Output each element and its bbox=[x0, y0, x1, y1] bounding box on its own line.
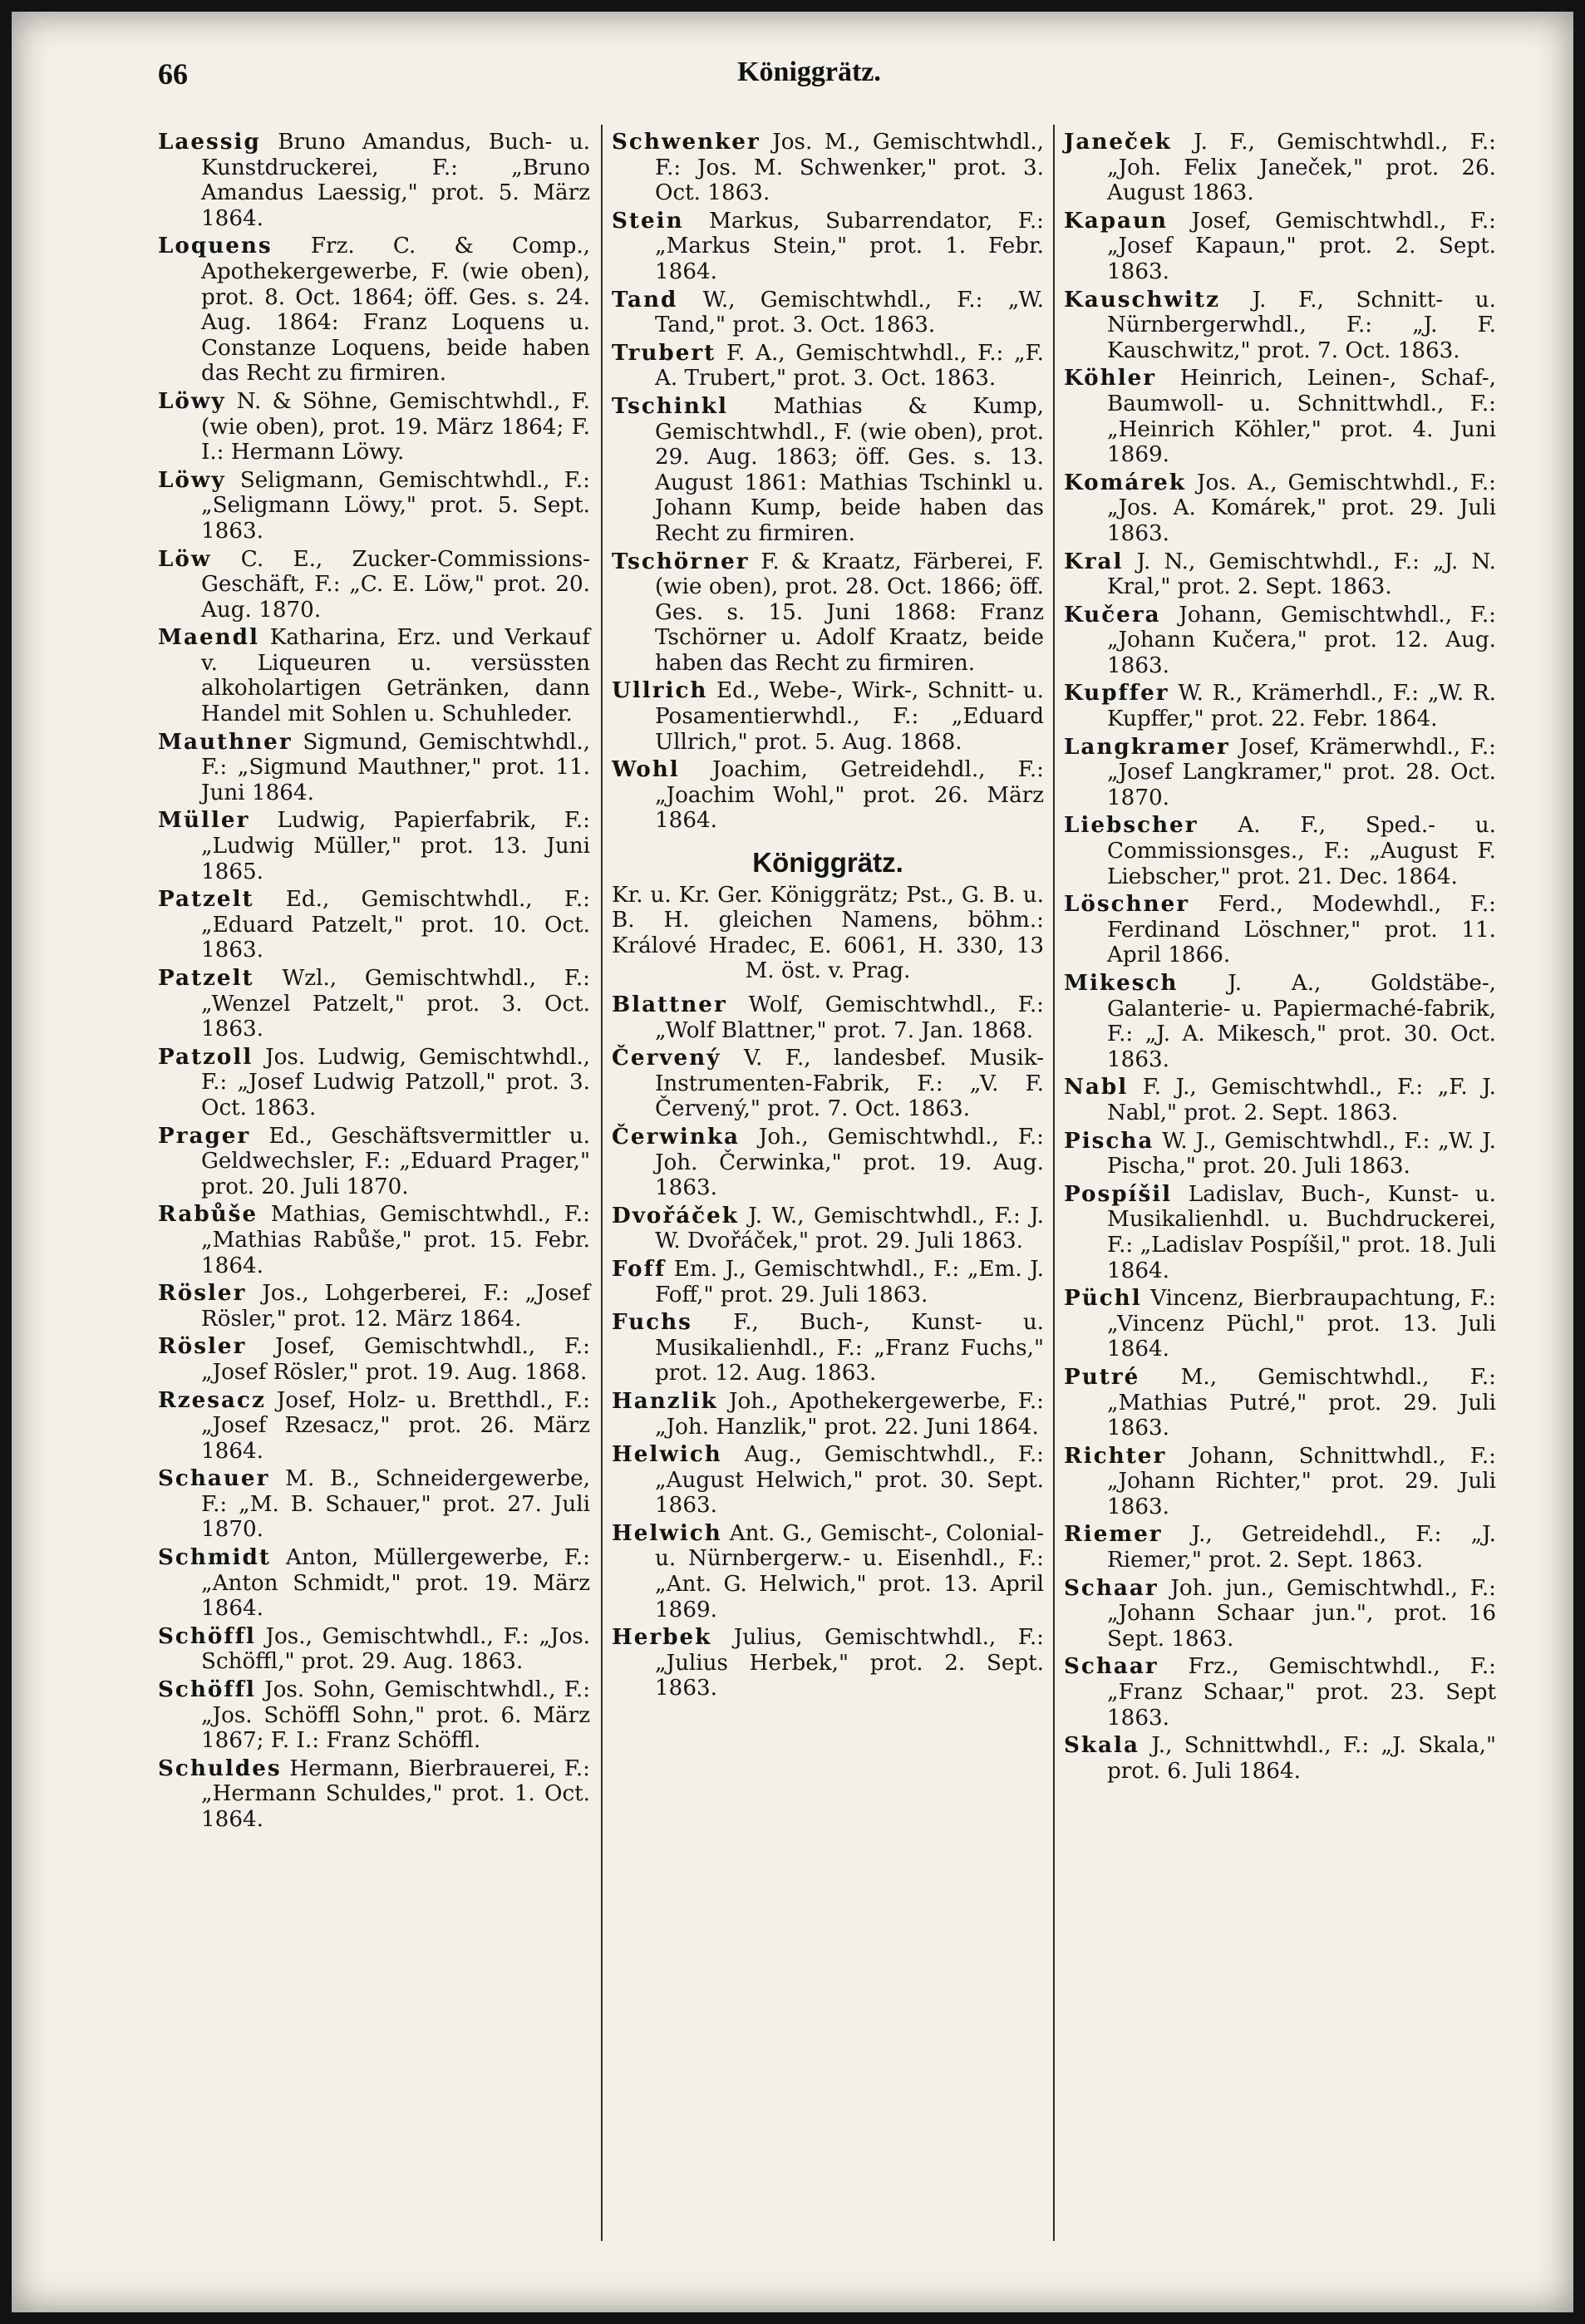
entry-text: V. F., landesbef. Musik-Instrumenten-Fabrik, F.: „V. F. Červený," prot. 7. Oct. 1863. bbox=[655, 1046, 1044, 1122]
entry-text: Markus, Subarrendator, F.: „Markus Stein," prot. 1. Febr. 1864. bbox=[655, 208, 1044, 284]
directory-entry bbox=[612, 130, 1044, 206]
entry-name: Tschörner bbox=[612, 548, 750, 574]
entry-name: Patzelt bbox=[158, 965, 254, 991]
entry-text: Ant. G., Gemischt-, Colonial- u. Nürnbergerw.- u. Eisenhdl., F.: „Ant. G. Helwich," prot. 13. April 1869. bbox=[655, 1520, 1044, 1622]
entry-text: Joh. jun., Gemischtwhdl., F.: „Johann Schaar jun.", prot. 16 Sept. 1863. bbox=[1107, 1575, 1496, 1652]
entry-text: Ed., Webe-, Wirk-, Schnitt- u. Posamentierwhdl., F.: „Eduard Ullrich," prot. 5. Aug. 1868. bbox=[655, 678, 1044, 755]
entry-text: F. J., Gemischtwhdl., F.: „F. J. Nabl," prot. 2. Sept. 1863. bbox=[1107, 1075, 1497, 1125]
entry-name: Löwy bbox=[158, 387, 226, 414]
entry-text: W., Gemischtwhdl., F.: „W. Tand," prot. 3. Oct. 1863. bbox=[655, 287, 1044, 338]
entry-name: Skala bbox=[1064, 1732, 1140, 1759]
entry-text: N. & Söhne, Gemischtwhdl., F. (wie oben), prot. 19. März 1864; F. I.: Hermann Löwy. bbox=[201, 388, 590, 465]
entry-name: Ullrich bbox=[612, 677, 708, 704]
entry-name: Kauschwitz bbox=[1064, 286, 1220, 313]
entry-name: Rösler bbox=[158, 1333, 247, 1360]
entry-text: Jos., Lohgerberei, F.: „Josef Rösler," prot. 12. März 1864. bbox=[201, 1281, 590, 1332]
directory-entry bbox=[158, 234, 590, 387]
directory-entry bbox=[612, 549, 1044, 677]
page-header bbox=[158, 57, 1460, 103]
section-intro: Kr. u. Kr. Ger. Königgrätz; Pst., G. B. u. B. H. gleichen Namens, böhm.: Králové Hradec, E. 6061, H. 330, 13 M. öst. v. Prag. bbox=[612, 882, 1044, 984]
directory-entry bbox=[612, 678, 1044, 755]
directory-entry bbox=[158, 730, 590, 806]
directory-entry bbox=[1064, 603, 1496, 679]
directory-entry bbox=[158, 1388, 590, 1465]
directory-entry bbox=[1064, 288, 1496, 364]
column-divider-1 bbox=[601, 125, 603, 2241]
entry-text: Ludwig, Papierfabrik, F.: „Ludwig Müller," prot. 13. Juni 1865. bbox=[201, 808, 591, 884]
entry-text: A. F., Sped.- u. Commissionsges., F.: „August F. Liebscher," prot. 21. Dec. 1864. bbox=[1107, 813, 1496, 889]
directory-entry bbox=[158, 808, 590, 884]
directory-entry bbox=[1064, 1576, 1496, 1652]
directory-entry bbox=[1064, 1444, 1496, 1520]
entry-name: Helwich bbox=[612, 1519, 722, 1546]
directory-entry bbox=[1064, 1365, 1496, 1441]
directory-entry bbox=[612, 1046, 1044, 1122]
entry-name: Patzoll bbox=[158, 1043, 254, 1070]
directory-entry bbox=[158, 1624, 590, 1675]
entry-text: F., Buch-, Kunst- u. Musikalienhdl., F.: „Franz Fuchs," prot. 12. Aug. 1863. bbox=[655, 1310, 1045, 1386]
directory-entry bbox=[1064, 549, 1496, 600]
entry-name: Schöffl bbox=[158, 1622, 256, 1649]
entry-name: Pospíšil bbox=[1064, 1180, 1173, 1207]
entry-text: J. A., Goldstäbe-, Galanterie- u. Papiermaché-fabrik, F.: „J. A. Mikesch," prot. 30. Oct. 1863. bbox=[1107, 971, 1496, 1072]
entry-name: Kupffer bbox=[1064, 680, 1169, 707]
entry-text: Ed., Gemischtwhdl., F.: „Eduard Patzelt," prot. 10. Oct. 1863. bbox=[201, 887, 590, 963]
entry-text: Jos. Sohn, Gemischtwhdl., F.: „Jos. Schöffl Sohn," prot. 6. März 1867; F. I.: Franz Schöffl. bbox=[201, 1677, 591, 1754]
directory-entry bbox=[1064, 366, 1496, 467]
directory-entry bbox=[1064, 1129, 1496, 1179]
entry-name: Rzesacz bbox=[158, 1386, 266, 1413]
entry-name: Löw bbox=[158, 545, 212, 572]
entry-name: Tschinkl bbox=[612, 392, 728, 419]
entry-name: Červený bbox=[612, 1045, 721, 1071]
entry-name: Schuldes bbox=[158, 1755, 282, 1781]
entry-name: Schaar bbox=[1064, 1653, 1159, 1680]
entry-text: Jos., Gemischtwhdl., F.: „Jos. Schöffl," prot. 29. Aug. 1863. bbox=[201, 1623, 591, 1675]
entry-text: M., Gemischtwhdl., F.: „Mathias Putré," prot. 29. Juli 1863. bbox=[1107, 1364, 1496, 1441]
entry-text: Josef, Gemischtwhdl., F.: „Josef Kapaun," prot. 2. Sept. 1863. bbox=[1107, 208, 1497, 284]
entry-text: Anton, Müllergewerbe, F.: „Anton Schmidt," prot. 19. März 1864. bbox=[201, 1545, 590, 1622]
entry-name: Laessig bbox=[158, 129, 261, 155]
directory-entry bbox=[612, 1125, 1044, 1201]
directory-entry bbox=[158, 1334, 590, 1385]
directory-entry bbox=[612, 341, 1044, 391]
section-heading: Königgrätz. bbox=[752, 847, 903, 879]
entry-text: J. W., Gemischtwhdl., F.: J. W. Dvořáček," prot. 29. Juli 1863. bbox=[655, 1203, 1044, 1254]
directory-entry bbox=[1064, 681, 1496, 731]
entry-name: Müller bbox=[158, 807, 250, 834]
running-title: Königgrätz. bbox=[737, 57, 881, 87]
directory-entry bbox=[612, 1442, 1044, 1519]
column-2-entries-before bbox=[612, 130, 1044, 834]
entry-name: Trubert bbox=[612, 339, 716, 366]
directory-entry bbox=[612, 394, 1044, 547]
entry-name: Tand bbox=[612, 286, 678, 313]
directory-entry bbox=[158, 1677, 590, 1754]
entry-name: Loquens bbox=[158, 233, 273, 259]
entry-name: Prager bbox=[158, 1122, 251, 1149]
entry-text: Wzl., Gemischtwhdl., F.: „Wenzel Patzelt," prot. 3. Oct. 1863. bbox=[201, 966, 590, 1042]
directory-entry bbox=[1064, 1654, 1496, 1731]
directory-entry bbox=[612, 1521, 1044, 1622]
directory-entry bbox=[158, 887, 590, 963]
entry-text: J. F., Gemischtwhdl., F.: „Joh. Felix Janeček," prot. 26. August 1863. bbox=[1107, 130, 1496, 206]
entry-text: F. & Kraatz, Färberei, F. (wie oben), prot. 28. Oct. 1866; öff. Ges. s. 15. Juni 1868: Franz Tschörner u. Adolf Kraatz, beide haben das Recht zu firmiren. bbox=[655, 549, 1044, 676]
entry-text: W. J., Gemischtwhdl., F.: „W. J. Pischa," prot. 20. Juli 1863. bbox=[1107, 1128, 1496, 1179]
entry-text: Mathias & Kump, Gemischtwhdl., F. (wie oben), prot. 29. Aug. 1863; öff. Ges. s. 13. August 1861: Mathias Tschinkl u. Johann Kump, beide haben das Recht zu firmiren. bbox=[655, 393, 1044, 546]
column-1 bbox=[158, 130, 590, 1835]
entry-name: Liebscher bbox=[1064, 812, 1199, 839]
entry-text: Vincenz, Bierbraupachtung, F.: „Vincenz Püchl," prot. 13. Juli 1864. bbox=[1107, 1286, 1496, 1362]
directory-entry bbox=[1064, 892, 1496, 968]
entry-text: Josef, Gemischtwhdl., F.: „Josef Rösler," prot. 19. Aug. 1868. bbox=[201, 1334, 591, 1385]
directory-entry bbox=[1064, 1182, 1496, 1283]
directory-entry bbox=[158, 1202, 590, 1278]
column-2 bbox=[612, 130, 1044, 1704]
entry-text: M. B., Schneidergewerbe, F.: „M. B. Schauer," prot. 27. Juli 1870. bbox=[201, 1466, 591, 1543]
entry-text: Frz., Gemischtwhdl., F.: „Franz Schaar," prot. 23. Sept 1863. bbox=[1107, 1654, 1496, 1731]
directory-entry bbox=[158, 1466, 590, 1543]
entry-text: Ladislav, Buch-, Kunst- u. Musikalienhdl. u. Buchdruckerei, F.: „Ladislav Pospíšil," prot. 18. Juli 1864. bbox=[1107, 1181, 1497, 1283]
directory-entry bbox=[158, 468, 590, 544]
entry-text: Jos. M., Gemischtwhdl., F.: Jos. M. Schwenker," prot. 3. Oct. 1863. bbox=[655, 130, 1045, 206]
entry-name: Wohl bbox=[612, 756, 680, 783]
directory-entry bbox=[1064, 735, 1496, 811]
entry-name: Stein bbox=[612, 207, 684, 234]
entry-name: Mikesch bbox=[1064, 970, 1179, 996]
entry-name: Čerwinka bbox=[612, 1123, 740, 1150]
directory-entry bbox=[1064, 470, 1496, 547]
directory-entry bbox=[612, 209, 1044, 285]
directory-entry bbox=[1064, 1075, 1496, 1125]
entry-name: Fuchs bbox=[612, 1309, 692, 1336]
entry-name: Püchl bbox=[1064, 1285, 1142, 1312]
entry-text: Bruno Amandus, Buch- u. Kunstdruckerei, F.: „Bruno Amandus Laessig," prot. 5. März 1864. bbox=[201, 130, 591, 231]
entry-text: Frz. C. & Comp., Apothekergewerbe, F. (wie oben), prot. 8. Oct. 1864; öff. Ges. s. 24. Aug. 1864: Franz Loquens u. Constanze Loquens, beide haben das Recht zu firmiren. bbox=[201, 234, 590, 387]
directory-entry bbox=[158, 1045, 590, 1121]
entry-name: Schauer bbox=[158, 1465, 270, 1492]
directory-entry bbox=[158, 1281, 590, 1332]
entry-text: J. F., Schnitt- u. Nürnbergerwhdl., F.: „J. F. Kauschwitz," prot. 7. Oct. 1863. bbox=[1107, 287, 1496, 363]
entry-text: Josef, Krämerwhdl., F.: „Josef Langkramer," prot. 28. Oct. 1870. bbox=[1107, 734, 1496, 810]
column-2-entries-after bbox=[612, 992, 1044, 1701]
entry-name: Mauthner bbox=[158, 728, 293, 755]
directory-entry bbox=[158, 389, 590, 465]
entry-text: Joh., Apothekergewerbe, F.: „Joh. Hanzlik," prot. 22. Juni 1864. bbox=[655, 1388, 1045, 1440]
entry-name: Putré bbox=[1064, 1363, 1140, 1390]
entry-name: Dvořáček bbox=[612, 1202, 739, 1228]
entry-text: Jos. A., Gemischtwhdl., F.: „Jos. A. Komárek," prot. 29. Juli 1863. bbox=[1107, 470, 1496, 546]
entry-name: Pischa bbox=[1064, 1127, 1154, 1154]
entry-name: Blattner bbox=[612, 992, 727, 1017]
entry-name: Schöffl bbox=[158, 1677, 256, 1703]
entry-text: Hermann, Bierbrauerei, F.: „Hermann Schuldes," prot. 1. Oct. 1864. bbox=[201, 1755, 590, 1832]
entry-name: Löschner bbox=[1064, 891, 1190, 918]
entry-text: Mathias, Gemischtwhdl., F.: „Mathias Rabůše," prot. 15. Febr. 1864. bbox=[201, 1202, 590, 1278]
entry-name: Herbek bbox=[612, 1624, 712, 1651]
entry-name: Foff bbox=[612, 1255, 667, 1282]
entry-text: J. N., Gemischtwhdl., F.: „J. N. Kral," prot. 2. Sept. 1863. bbox=[1107, 549, 1497, 600]
directory-entry bbox=[1064, 209, 1496, 285]
directory-entry bbox=[612, 288, 1044, 338]
entry-name: Hanzlik bbox=[612, 1387, 718, 1414]
entry-name: Schwenker bbox=[612, 129, 761, 155]
directory-entry bbox=[612, 757, 1044, 834]
directory-entry bbox=[1064, 1733, 1496, 1784]
directory-entry bbox=[612, 1310, 1044, 1386]
entry-text: Ed., Geschäftsvermittler u. Geldwechsler, F.: „Eduard Prager," prot. 20. Juli 1870. bbox=[201, 1123, 590, 1199]
entry-name: Riemer bbox=[1064, 1521, 1163, 1548]
entry-text: Heinrich, Leinen-, Schaf-, Baumwoll- u. Schnittwhdl., F.: „Heinrich Köhler," prot. 4. Juni 1869. bbox=[1107, 366, 1496, 468]
entry-text: Jos. Ludwig, Gemischtwhdl., F.: „Josef Ludwig Patzoll," prot. 3. Oct. 1863. bbox=[201, 1044, 591, 1120]
entry-text: Em. J., Gemischtwhdl., F.: „Em. J. Foff," prot. 29. Juli 1863. bbox=[655, 1256, 1045, 1307]
entry-text: Johann, Gemischtwhdl., F.: „Johann Kučera," prot. 12. Aug. 1863. bbox=[1107, 602, 1497, 678]
entry-name: Kral bbox=[1064, 548, 1124, 574]
entry-name: Helwich bbox=[612, 1441, 722, 1468]
entry-name: Kučera bbox=[1064, 601, 1161, 628]
entry-text: Katharina, Erz. und Verkauf v. Liqueuren u. versüssten alkoholartigen Getränken, dann Handel mit Sohlen u. Schuhleder. bbox=[201, 625, 591, 727]
entry-text: Sigmund, Gemischtwhdl., F.: „Sigmund Mauthner," prot. 11. Juni 1864. bbox=[201, 729, 590, 805]
column-divider-2 bbox=[1053, 125, 1055, 2241]
entry-name: Schmidt bbox=[158, 1544, 271, 1571]
directory-entry bbox=[612, 992, 1044, 1043]
entry-text: F. A., Gemischtwhdl., F.: „F. A. Trubert," prot. 3. Oct. 1863. bbox=[655, 340, 1044, 391]
entry-text: Josef, Holz- u. Bretthdl., F.: „Josef Rzesacz," prot. 26. März 1864. bbox=[201, 1387, 591, 1464]
entry-text: J., Schnittwhdl., F.: „J. Skala," prot. 6. Juli 1864. bbox=[1107, 1733, 1497, 1784]
entry-text: C. E., Zucker-Commissions-Geschäft, F.: „C. E. Löw," prot. 20. Aug. 1870. bbox=[201, 546, 590, 623]
entry-text: Joachim, Getreidehdl., F.: „Joachim Wohl," prot. 26. März 1864. bbox=[655, 757, 1044, 834]
directory-entry bbox=[1064, 813, 1496, 889]
directory-entry bbox=[158, 547, 590, 623]
column-3 bbox=[1064, 130, 1496, 1786]
entry-name: Köhler bbox=[1064, 365, 1157, 391]
directory-entry bbox=[612, 1257, 1044, 1307]
entry-text: Joh., Gemischtwhdl., F.: Joh. Čerwinka," prot. 19. Aug. 1863. bbox=[655, 1124, 1044, 1201]
entry-text: Wolf, Gemischtwhdl., F.: „Wolf Blattner," prot. 7. Jan. 1868. bbox=[655, 992, 1045, 1043]
directory-entry bbox=[158, 130, 590, 231]
entry-text: Seligmann, Gemischtwhdl., F.: „Seligmann Löwy," prot. 5. Sept. 1863. bbox=[201, 467, 591, 544]
entry-text: J., Getreidehdl., F.: „J. Riemer," prot. 2. Sept. 1863. bbox=[1107, 1522, 1496, 1573]
directory-entry bbox=[1064, 971, 1496, 1072]
entry-name: Janeček bbox=[1064, 129, 1172, 155]
entry-text: W. R., Krämerhdl., F.: „W. R. Kupffer," prot. 22. Febr. 1864. bbox=[1107, 681, 1496, 732]
entry-name: Rabůše bbox=[158, 1201, 258, 1228]
entry-name: Langkramer bbox=[1064, 733, 1230, 760]
directory-entry bbox=[158, 966, 590, 1042]
entry-name: Kapaun bbox=[1064, 207, 1169, 234]
directory-entry bbox=[158, 1124, 590, 1200]
entry-name: Richter bbox=[1064, 1442, 1167, 1469]
entry-name: Maendl bbox=[158, 624, 259, 651]
directory-entry bbox=[612, 1389, 1044, 1440]
page-number: 66 bbox=[158, 57, 188, 91]
entry-name: Nabl bbox=[1064, 1074, 1129, 1100]
entry-text: Julius, Gemischtwhdl., F.: „Julius Herbek," prot. 2. Sept. 1863. bbox=[655, 1625, 1044, 1701]
entry-name: Patzelt bbox=[158, 886, 254, 913]
directory-entry bbox=[158, 1756, 590, 1833]
entry-name: Komárek bbox=[1064, 469, 1186, 495]
entry-text: Johann, Schnittwhdl., F.: „Johann Richter," prot. 29. Juli 1863. bbox=[1107, 1443, 1497, 1519]
directory-entry bbox=[158, 625, 590, 726]
entry-name: Rösler bbox=[158, 1280, 247, 1307]
directory-entry bbox=[1064, 1286, 1496, 1362]
directory-entry bbox=[158, 1545, 590, 1622]
entry-name: Löwy bbox=[158, 466, 226, 493]
entry-text: Ferd., Modewhdl., F.: Ferdinand Löschner," prot. 11. April 1866. bbox=[1107, 892, 1496, 968]
directory-entry bbox=[1064, 1522, 1496, 1573]
entry-text: Aug., Gemischtwhdl., F.: „August Helwich," prot. 30. Sept. 1863. bbox=[655, 1442, 1045, 1519]
entry-name: Schaar bbox=[1064, 1574, 1159, 1601]
directory-entry bbox=[612, 1204, 1044, 1254]
directory-entry bbox=[1064, 130, 1496, 206]
directory-entry bbox=[612, 1625, 1044, 1701]
